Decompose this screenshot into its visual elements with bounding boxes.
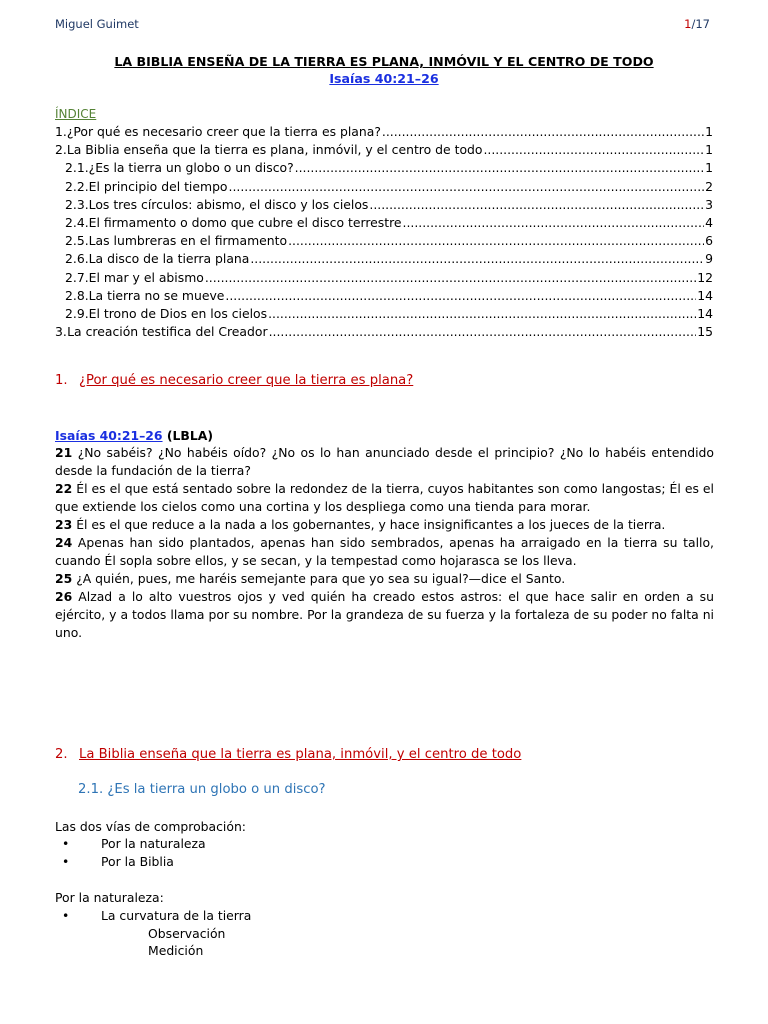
toc-item[interactable]: 2. La Biblia enseña que la tierra es plana, inmóvil, y el centro de todo ..... 1: [55, 141, 713, 159]
scripture-link[interactable]: Isaías 40:21–26: [55, 428, 163, 443]
header-page-number: [684, 17, 710, 31]
document-title: LA BIBLIA ENSEÑA DE LA TIERRA ES PLANA, INMÓVIL Y EL CENTRO DE TODO: [114, 54, 654, 69]
verse: 22 Él es el que está sentado sobre la redondez de la tierra, cuyos habitantes son como langostas; Él es el que extiende los cielos como una cortina y los despliega como una tienda para morar.: [55, 481, 714, 514]
toc-heading: ÍNDICE: [55, 107, 97, 121]
verse: 21 ¿No sabéis? ¿No habéis oído? ¿No os lo han anunciado desde el principio? ¿No lo habéis entendido desde la fundación de la tierra?: [55, 445, 714, 478]
nature-label: Por la naturaleza:: [55, 890, 164, 905]
verse: 24 Apenas han sido plantados, apenas han sido sembrados, apenas ha arraigado en la tierra su tallo, cuando Él sopla sobre ellos, y se secan, y la tempestad como hojarasca se los lleva.: [55, 535, 714, 568]
scripture-reference: Isaías 40:21–26 (LBLA): [55, 428, 213, 443]
toc-item[interactable]: 1. ¿Por qué es necesario creer que la tierra es plana? ..... 1: [55, 123, 713, 141]
header-author: Miguel Guimet: [55, 17, 139, 31]
page-separator: /: [691, 17, 696, 31]
verse: 26 Alzad a lo alto vuestros ojos y ved quién ha creado estos astros: el que hace salir en orden a su ejército, y a todos llama por su nombre. Por la grandeza de su fuerza y la fortaleza de su poder no falta ni uno.: [55, 589, 714, 640]
toc-item[interactable]: 2.2. El principio del tiempo ..... 2: [55, 178, 713, 196]
ways-label: Las dos vías de comprobación:: [55, 819, 246, 834]
scripture-passage: [55, 444, 714, 642]
sub-item: Observación: [148, 926, 226, 941]
section-1-heading: 1. ¿Por qué es necesario creer que la tierra es plana?: [55, 373, 414, 388]
toc-item[interactable]: 2.3. Los tres círculos: abismo, el disco y los cielos ..... 3: [55, 196, 713, 214]
toc-item[interactable]: 2.8. La tierra no se mueve ..... 14: [55, 287, 713, 305]
toc-item[interactable]: 3. La creación testifica del Creador ..... 15: [55, 323, 713, 341]
table-of-contents: [55, 123, 713, 341]
section-2-heading: 2. La Biblia enseña que la tierra es plana, inmóvil, y el centro de todo: [55, 747, 522, 762]
toc-item[interactable]: 2.9. El trono de Dios en los cielos ..... 14: [55, 305, 713, 323]
toc-item[interactable]: 2.6. La disco de la tierra plana ..... 9: [55, 250, 713, 268]
document-subtitle-link[interactable]: Isaías 40:21–26: [329, 71, 439, 86]
verse: 23 Él es el que reduce a la nada a los gobernantes, y hace insignificantes a los jueces de la tierra.: [55, 517, 666, 532]
toc-item[interactable]: 2.7. El mar y el abismo ..... 12: [55, 269, 713, 287]
toc-item[interactable]: 2.4. El firmamento o domo que cubre el disco terrestre ..... 4: [55, 214, 713, 232]
sub-item: Medición: [148, 943, 204, 958]
toc-item[interactable]: 2.1. ¿Es la tierra un globo o un disco? ..... 1: [55, 159, 713, 177]
section-2-1-heading: 2.1. ¿Es la tierra un globo o un disco?: [78, 782, 326, 797]
toc-item[interactable]: 2.5. Las lumbreras en el firmamento ..... 6: [55, 232, 713, 250]
page-current: 1: [684, 17, 692, 31]
verse: 25 ¿A quién, pues, me haréis semejante para que yo sea su igual?—dice el Santo.: [55, 571, 566, 586]
page-total: 17: [695, 17, 710, 31]
